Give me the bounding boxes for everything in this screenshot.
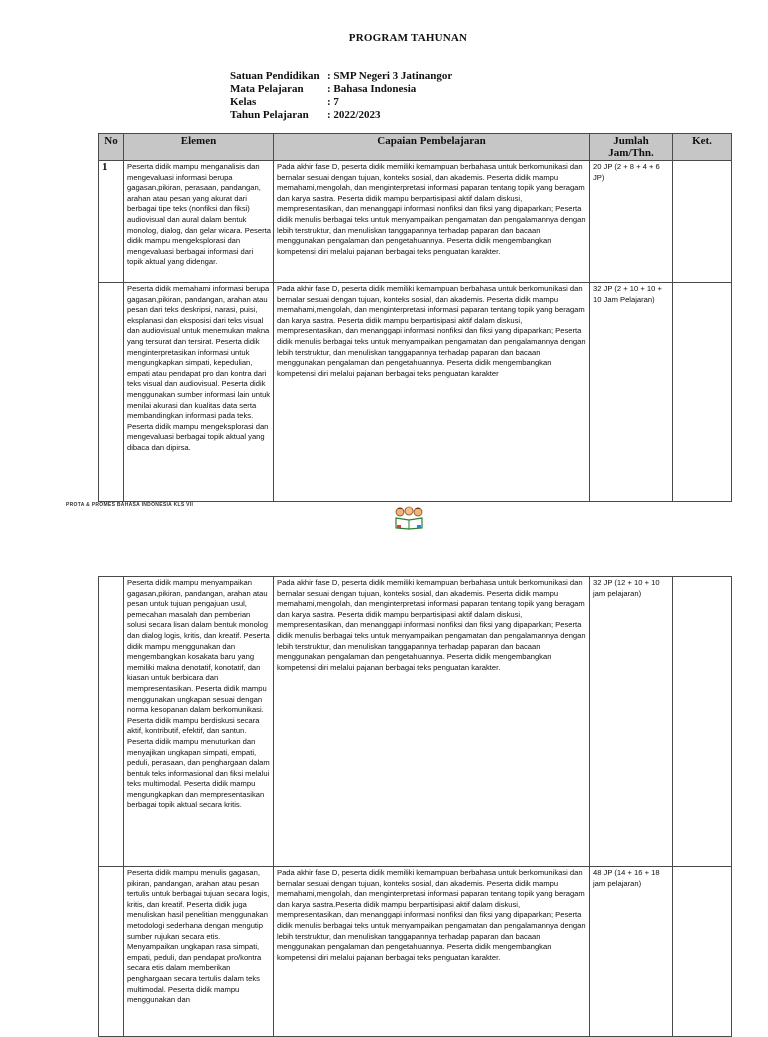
info-value: : SMP Negeri 3 Jatinangor	[327, 70, 453, 82]
cell-no	[99, 577, 124, 867]
table-row	[99, 577, 732, 867]
cell-ket	[673, 867, 732, 1037]
cell-capaian: Pada akhir fase D, peserta didik memiliki kemampuan berbahasa untuk berkomunikasi dan bernalar sesuai dengan tujuan, konteks sosial, dan akademis. Peserta didik mampu memahami,mengolah, dan menginterpretasi informasi paparan tentang topik yang beragam dan karya sastra. Peserta didik mampu berpartisipasi aktif dalam diskusi, mempresentasikan, dan menanggapi informasi nonfiksi dan fiksi yang dipaparkan; Peserta didik menulis berbagai teks untuk menyampaikan pengamatan dan pengalamannya dengan lebih terstruktur, dan menuliskan tanggapannya terhadap paparan dan bacaan menggunakan pengalaman dan pengetahuannya. Peserta didik mengembangkan kompetensi diri melalui pajanan berbagai teks penguatan karakter	[274, 283, 590, 502]
cell-jumlah: 32 JP (12 + 10 + 10 jam pelajaran)	[590, 577, 673, 867]
header-capaian: Capaian Pembelajaran	[274, 134, 590, 161]
table-row	[99, 283, 732, 502]
header-elemen: Elemen	[124, 134, 274, 161]
footer-text: PROTA & PROMES BAHASA INDONESIA KLS VII	[66, 502, 194, 508]
document-info	[230, 70, 452, 122]
cell-ket	[673, 577, 732, 867]
info-value: : 2022/2023	[327, 109, 381, 121]
cell-jumlah: 48 JP (14 + 16 + 18 jam pelajaran)	[590, 867, 673, 1037]
table-row	[99, 161, 732, 283]
table-header-row	[99, 134, 732, 161]
cell-capaian: Pada akhir fase D, peserta didik memiliki kemampuan berbahasa untuk berkomunikasi dan bernalar sesuai dengan tujuan, konteks sosial, dan akademis. Peserta didik mampu memahami,mengolah, dan menginterpretasi informasi paparan tentang topik yang beragam dan karya sastra.Peserta didik mampu berpartisipasi aktif dalam diskusi, mempresentasikan, dan menanggapi informasi nonfiksi dan fiksi yang dipaparkan; Peserta didik menulis berbagai teks untuk menyampaikan pengamatan dan pengalamannya dengan lebih terstruktur, dan menuliskan tanggapannya terhadap paparan dan bacaan menggunakan pengalaman dan pengetahuannya. Peserta didik mengembangkan kompetensi diri melalui pajanan berbagai teks penguatan karakter.	[274, 867, 590, 1037]
header-ket: Ket.	[673, 134, 732, 161]
info-row-tahun	[230, 109, 452, 122]
info-row-mapel	[230, 83, 452, 96]
cell-elemen: Peserta didik memahami informasi berupa gagasan,pikiran, pandangan, arahan atau pesan dari teks deskripsi, narasi, puisi, eksplanasi dan eksposisi dari teks visual dan audiovisual untuk menemukan makna yang tersurat dan tersirat. Peserta didik menginterpretasikan informasi untuk mengungkapkan simpati, kepedulian, empati atau pendapat pro dan kontra dari teks visual dan audiovisual. Peserta didik menggunakan sumber informasi lain untuk menilai akurasi dan kualitas data serta membandingkan informasi pada teks. Peserta didik mampu mengeksplorasi dan mengevaluasi berbagai topik aktual yang dibaca dan dipirsa.	[124, 283, 274, 502]
table-row	[99, 867, 732, 1037]
header-jumlah: Jumlah Jam/Thn.	[590, 134, 673, 161]
cell-jumlah: 32 JP (2 + 10 + 10 + 10 Jam Pelajaran)	[590, 283, 673, 502]
prota-table-continued	[98, 576, 732, 1037]
cell-capaian: Pada akhir fase D, peserta didik memiliki kemampuan berbahasa untuk berkomunikasi dan bernalar sesuai dengan tujuan, konteks sosial, dan akademis. Peserta didik mampu memahami,mengolah, dan menginterpretasi informasi paparan tentang topik yang beragam dan karya sastra. Peserta didik mampu berpartisipasi aktif dalam diskusi, mempresentasikan, dan menanggapi informasi nonfiksi dan fiksi yang dipaparkan; Peserta didik menulis berbagai teks untuk menyampaikan pengamatan dan pengalamannya dengan lebih terstruktur, dan menuliskan tanggapannya terhadap paparan dan bacaan menggunakan pengalaman dan pengetahuannya. Peserta didik mengembangkan kompetensi diri melalui pajanan berbagai teks penguatan karakter.	[274, 161, 590, 283]
cell-no	[99, 283, 124, 502]
info-value: : 7	[327, 96, 339, 108]
page-title: PROGRAM TAHUNAN	[348, 32, 468, 44]
info-value: : Bahasa Indonesia	[327, 83, 417, 95]
cell-elemen: Peserta didik mampu menganalisis dan mengevaluasi informasi berupa gagasan,pikiran, perasaan, pandangan, arahan atau pesan yang akurat dari berbagai tipe teks (nonfiksi dan fiksi) audiovisual dan aural dalam bentuk monolog, dialog, dan gelar wicara. Peserta didik mampu mengeksplorasi dan mengevaluasi berbagai informasi dari topik aktual yang didengar.	[124, 161, 274, 283]
info-label: Kelas	[230, 96, 257, 108]
cell-no	[99, 867, 124, 1037]
children-reading-book-icon	[394, 506, 424, 535]
header-no: No	[99, 134, 124, 161]
cell-no: 1	[99, 161, 124, 283]
info-row-kelas	[230, 96, 452, 109]
info-label: Satuan Pendidikan	[230, 70, 320, 82]
cell-ket	[673, 283, 732, 502]
cell-ket	[673, 161, 732, 283]
cell-capaian: Pada akhir fase D, peserta didik memiliki kemampuan berbahasa untuk berkomunikasi dan bernalar sesuai dengan tujuan, konteks sosial, dan akademis. Peserta didik mampu memahami,mengolah, dan menginterpretasi informasi paparan tentang topik yang beragam dan karya sastra. Peserta didik mampu berpartisipasi aktif dalam diskusi, mempresentasikan, dan menanggapi informasi nonfiksi dan fiksi yang dipaparkan; Peserta didik menulis berbagai teks untuk menyampaikan pengamatan dan pengalamannya dengan lebih terstruktur, dan menuliskan tanggapannya terhadap paparan dan bacaan menggunakan pengalaman dan pengetahuannya. Peserta didik mengembangkan kompetensi diri melalui pajanan berbagai teks penguatan karakter.	[274, 577, 590, 867]
cell-jumlah: 20 JP (2 + 8 + 4 + 6 JP)	[590, 161, 673, 283]
info-row-satuan	[230, 70, 452, 83]
cell-elemen: Peserta didik mampu menyampaikan gagasan,pikiran, pandangan, arahan atau pesan untuk tujuan pengajuan usul, pemecahan masalah dan pemberian solusi secara lisan dalam bentuk monolog dan dialog logis, kritis, dan kreatif. Peserta didik mampu menggunakan dan mengembangkan kosakata baru yang memiliki makna denotatif, konotatif, dan kiasan untuk berbicara dan mempresentasikan. Peserta didik mampu menggunakan ungkapan sesuai dengan norma kesopanan dalam berkomunikasi. Peserta didik mampu berdiskusi secara aktif, kontributif, efektif, dan santun. Peserta didik mampu menuturkan dan menyajikan ungkapan simpati, empati, peduli, perasaan, dan penghargaan dalam bentuk teks informasional dan fiksi melalui teks multimodal. Peserta didik mampu mengungkapkan dan mempresentasikan berbagai topik aktual secara kritis.	[124, 577, 274, 867]
prota-table	[98, 133, 732, 502]
info-label: Tahun Pelajaran	[230, 109, 309, 121]
info-label: Mata Pelajaran	[230, 83, 304, 95]
cell-elemen: Peserta didik mampu menulis gagasan, pikiran, pandangan, arahan atau pesan tertulis untuk berbagai tujuan secara logis, kritis, dan kreatif. Peserta didik juga menuliskan hasil penelitian menggunakan metodologi sederhana dengan mengutip sumber rujukan secara etis. Menyampaikan ungkapan rasa simpati, empati, peduli, dan pendapat pro/kontra secara etis dalam memberikan penghargaan secara tertulis dalam teks multimodal. Peserta didik mampu menggunakan dan	[124, 867, 274, 1037]
